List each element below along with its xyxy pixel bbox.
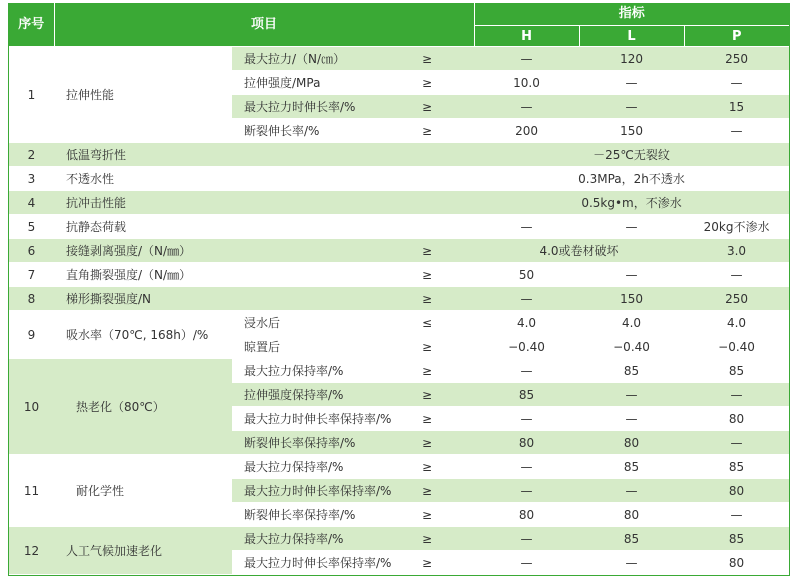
value-h: 10.0 [474,71,579,95]
value-p: — [684,119,789,143]
value-l: 150 [579,287,684,311]
table-row [9,215,789,239]
value-l: — [579,479,684,503]
value-h: — [474,287,579,311]
operator: ≥ [422,119,474,143]
value-h: — [474,359,579,383]
spec-table [9,3,789,575]
value-p: 85 [684,527,789,551]
value-h: 50 [474,263,579,287]
sub-label: 断裂伸长率保持率/% [232,503,422,527]
header-type-p: P [684,26,789,47]
operator: ≥ [422,455,474,479]
value-l: — [579,383,684,407]
value-h: — [474,551,579,575]
row-seq: 6 [9,239,54,263]
table-row [9,455,789,479]
row-name: 梯形撕裂强度/N [54,287,422,311]
sub-label: 断裂伸长率/% [232,119,422,143]
value-h: 80 [474,431,579,455]
row-name: 耐化学性 [54,455,232,527]
value-l: — [579,551,684,575]
operator: ≥ [422,335,474,359]
value-h: — [474,215,579,239]
value-h: — [474,455,579,479]
header-type-h: H [474,26,579,47]
value-p: −0.40 [684,335,789,359]
value-all: 0.3MPa，2h不透水 [474,167,789,191]
table-row [9,263,789,287]
operator: ≥ [422,527,474,551]
header-index: 指标 [474,3,789,26]
value-p: 80 [684,407,789,431]
table-row [9,47,789,71]
sub-label: 最大拉力保持率/% [232,527,422,551]
row-seq: 8 [9,287,54,311]
value-l: — [579,407,684,431]
value-h: 85 [474,383,579,407]
header-item: 项目 [54,3,474,47]
row-name: 直角撕裂强度/（N/㎜） [54,263,422,287]
operator: ≥ [422,479,474,503]
row-name: 热老化（80℃） [54,359,232,455]
value-h: — [474,527,579,551]
row-seq: 9 [9,311,54,359]
row-seq: 4 [9,191,54,215]
value-h: — [474,407,579,431]
table-row [9,191,789,215]
value-l: — [579,263,684,287]
value-p: 85 [684,359,789,383]
value-l: 85 [579,527,684,551]
table-row [9,311,789,335]
value-h: — [474,479,579,503]
operator: ≥ [422,95,474,119]
sub-label: 最大拉力时伸长率/% [232,95,422,119]
operator: ≥ [422,287,474,311]
sub-label: 最大拉力时伸长率保持率/% [232,551,422,575]
sub-label: 最大拉力时伸长率保持率/% [232,479,422,503]
value-p: 250 [684,47,789,71]
value-p: — [684,383,789,407]
table-row [9,527,789,551]
value-p: 80 [684,551,789,575]
value-all: －25℃无裂纹 [474,143,789,167]
value-l: −0.40 [579,335,684,359]
value-l: — [579,95,684,119]
header-type-l: L [579,26,684,47]
value-l: 85 [579,455,684,479]
row-seq: 1 [9,47,54,143]
value-h: −0.40 [474,335,579,359]
row-name: 抗静态荷载 [54,215,474,239]
value-p: — [684,263,789,287]
sub-label: 最大拉力/（N/㎝） [232,47,422,71]
row-name: 接缝剥离强度/（N/㎜） [54,239,422,263]
operator: ≥ [422,263,474,287]
value-p: 3.0 [684,239,789,263]
value-h: 4.0 [474,311,579,335]
operator: ≥ [422,239,474,263]
row-name: 人工气候加速老化 [54,527,232,575]
row-name: 低温弯折性 [54,143,474,167]
value-l: 85 [579,359,684,383]
operator: ≥ [422,71,474,95]
value-p: — [684,503,789,527]
row-name: 不透水性 [54,167,474,191]
sub-label: 浸水后 [232,311,422,335]
value-l: 4.0 [579,311,684,335]
value-p: 15 [684,95,789,119]
value-p: — [684,71,789,95]
row-name: 抗冲击性能 [54,191,474,215]
row-seq: 7 [9,263,54,287]
sub-label: 断裂伸长率保持率/% [232,431,422,455]
row-name: 吸水率（70℃, 168h）/% [54,311,232,359]
sub-label: 最大拉力保持率/% [232,455,422,479]
sub-label: 最大拉力保持率/% [232,359,422,383]
value-l: — [579,215,684,239]
value-l: 80 [579,431,684,455]
value-p: — [684,431,789,455]
table-row [9,287,789,311]
sub-label: 拉伸强度/MPa [232,71,422,95]
operator: ≥ [422,431,474,455]
value-p: 20kg不渗水 [684,215,789,239]
sub-label: 拉伸强度保持率/% [232,383,422,407]
table-row [9,143,789,167]
table-row [9,359,789,383]
row-seq: 5 [9,215,54,239]
operator: ≥ [422,503,474,527]
value-l: 120 [579,47,684,71]
operator: ≥ [422,551,474,575]
sub-label: 最大拉力时伸长率保持率/% [232,407,422,431]
spec-table-frame [8,3,790,576]
value-p: 250 [684,287,789,311]
row-seq: 11 [9,455,54,527]
value-p: 80 [684,479,789,503]
operator: ≥ [422,383,474,407]
row-seq: 12 [9,527,54,575]
value-hl: 4.0或卷材破坏 [474,239,684,263]
sub-label: 晾置后 [232,335,422,359]
value-l: 150 [579,119,684,143]
value-h: — [474,95,579,119]
operator: ≥ [422,47,474,71]
row-seq: 3 [9,167,54,191]
row-name: 拉伸性能 [54,47,232,143]
value-l: 80 [579,503,684,527]
value-h: 200 [474,119,579,143]
value-p: 4.0 [684,311,789,335]
value-all: 0.5kg•m，不渗水 [474,191,789,215]
row-seq: 2 [9,143,54,167]
value-h: 80 [474,503,579,527]
row-seq: 10 [9,359,54,455]
value-h: — [474,47,579,71]
table-row [9,167,789,191]
table-row [9,239,789,263]
header-seq: 序号 [9,3,54,47]
operator: ≥ [422,407,474,431]
value-p: 85 [684,455,789,479]
operator: ≥ [422,359,474,383]
value-l: — [579,71,684,95]
operator: ≤ [422,311,474,335]
